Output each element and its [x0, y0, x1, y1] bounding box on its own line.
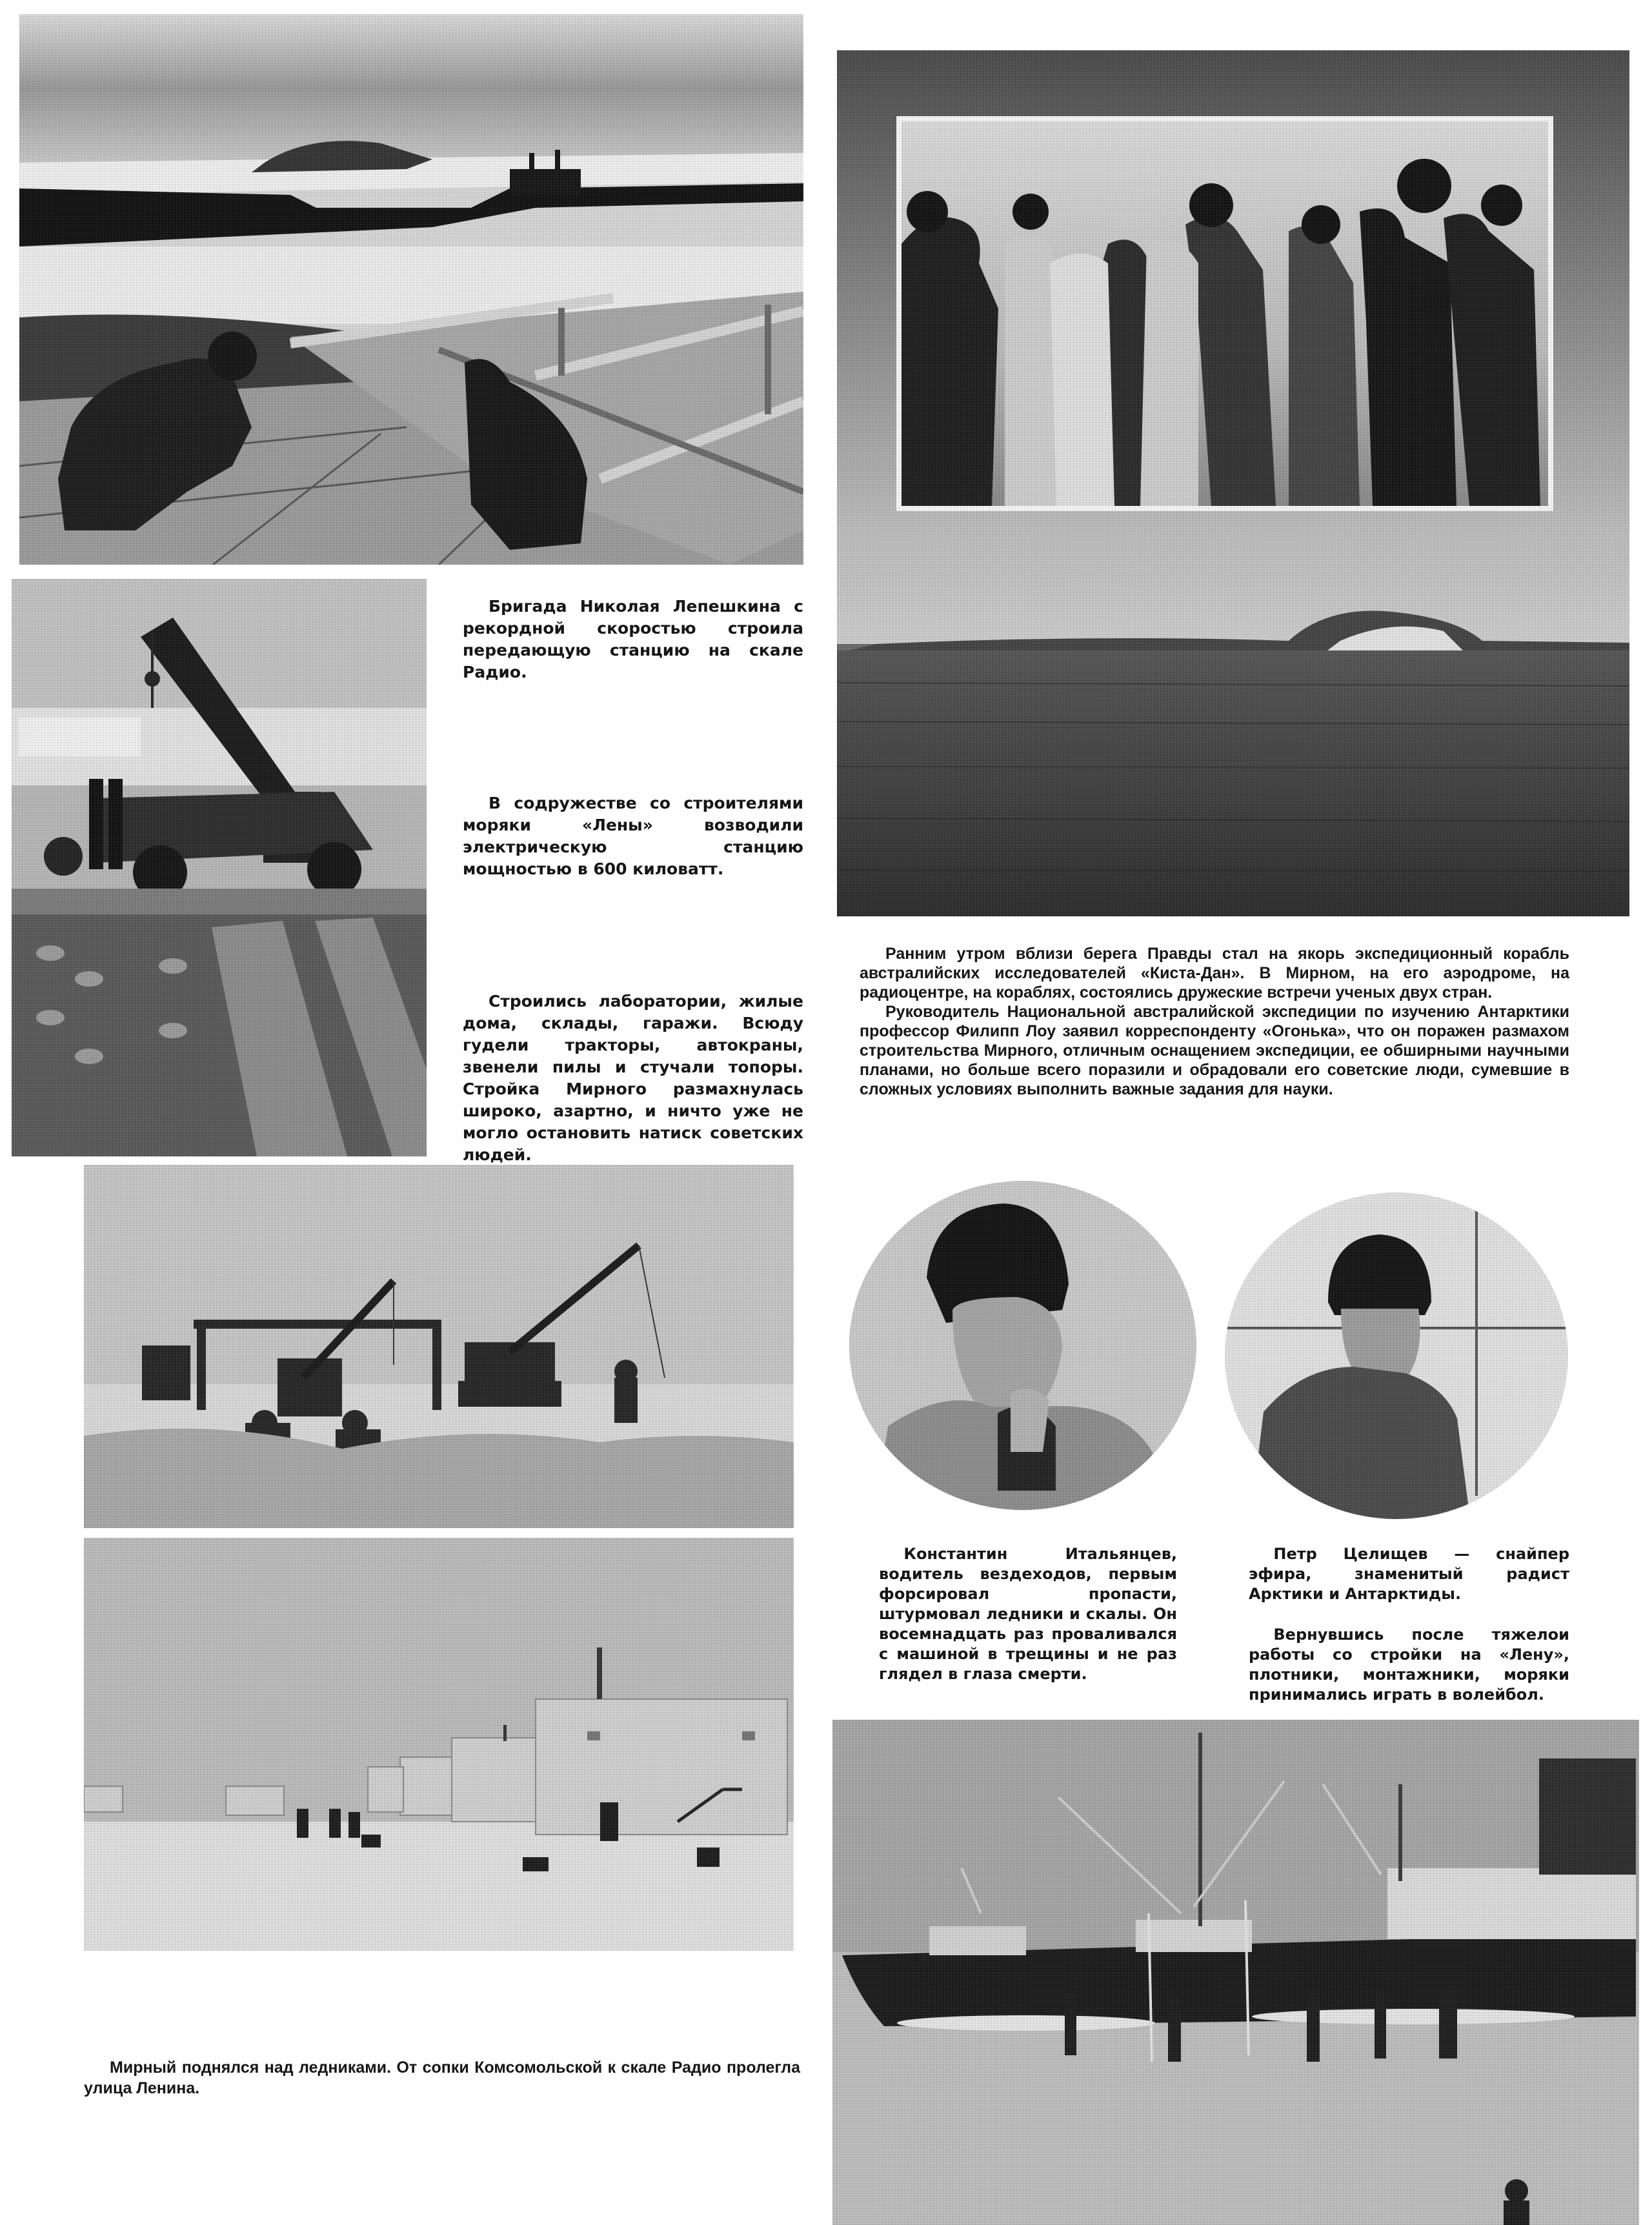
street-illustration — [84, 1538, 794, 1951]
caption-brigade-text: Бригада Николая Лепешкина с рекордной скоростью строила передающую станцию на скале Радио. — [463, 597, 803, 681]
truck-crane-illustration — [12, 579, 427, 1156]
portrait-tselishchev — [1225, 1193, 1568, 1519]
caption-brigade — [463, 596, 803, 683]
portrait-italyantsev — [849, 1181, 1196, 1510]
caption-power-station-text: В содружестве со строителями моряки «Лены» возводили электрическую станцию мощностью в 600 киловатт. — [463, 794, 803, 878]
meeting-collage-illustration — [837, 50, 1629, 916]
caption-volleyball-text: Вернувшись после тяжелои работы со стройки на «Лену», плотники, монтажники, моряки принимались играть в волейбол. — [1249, 1626, 1569, 1704]
photo-truck-crane — [12, 579, 427, 1156]
portrait-tselishchev-illustration — [1225, 1193, 1568, 1519]
caption-italyantsev — [879, 1544, 1177, 1684]
caption-construction — [463, 991, 803, 1166]
caption-volleyball — [1249, 1625, 1569, 1705]
portrait-italyantsev-illustration — [849, 1181, 1196, 1510]
caption-australians-p2: Руководитель Национальной австралийской экспедиции по изучению Антарктики профессор Филипп Лоу заявил корреспонденту «Огонька», что он поражен размахом строительства Мирного, отличным оснащением экспедиции, ее обширными научными планами, но больше всего поразили и обрадовали его советские люди, сумевшие в сложных условиях выполнить важные задания для науки. — [860, 1003, 1569, 1098]
caption-mirny-text: Мирный поднялся над ледниками. От сопки Комсомольской к скале Радио пролегла улица Ленина. — [84, 2059, 800, 2097]
caption-tselishchev — [1249, 1544, 1569, 1604]
caption-power-station — [463, 792, 803, 880]
caption-australians-p1: Ранним утром вблизи берега Правды стал на якорь экспедиционный корабль австралийских исследователей «Киста-Дан». В Мирном, на его аэродроме, на радиоцентре, на кораблях, состоялись дружеские встречи ученых двух стран. — [860, 945, 1569, 1002]
cranes-illustration — [84, 1165, 794, 1528]
photo-volleyball-ship — [832, 1720, 1639, 2225]
caption-tselishchev-text: Петр Целищев — снайпер эфира, знаменитый радист Арктики и Антарктиды. — [1249, 1545, 1569, 1603]
caption-mirny — [84, 2057, 800, 2099]
caption-australians — [860, 944, 1569, 1099]
photo-cranes-power-station — [84, 1165, 794, 1528]
photo-australians-meeting — [837, 50, 1629, 916]
photo-roof-builders — [19, 14, 803, 565]
caption-construction-text: Строились лаборатории, жилые дома, склады, гаражи. Всюду гудели тракторы, автокраны, звенели пилы и стучали топоры. Стройка Мирного размахнулась широко, азартно, и ничто уже не могло остановить натиск советских людей. — [463, 992, 803, 1164]
photo-lenin-street — [84, 1538, 794, 1951]
ship-illustration — [832, 1720, 1639, 2225]
caption-italyantsev-text: Константин Итальянцев, водитель вездеходов, первым форсировал пропасти, штурмовал ледники и скалы. Он восемнадцать раз проваливался с машиной в трещины и не раз глядел в глаза смерти. — [879, 1545, 1177, 1683]
roof-builders-illustration — [19, 14, 803, 565]
